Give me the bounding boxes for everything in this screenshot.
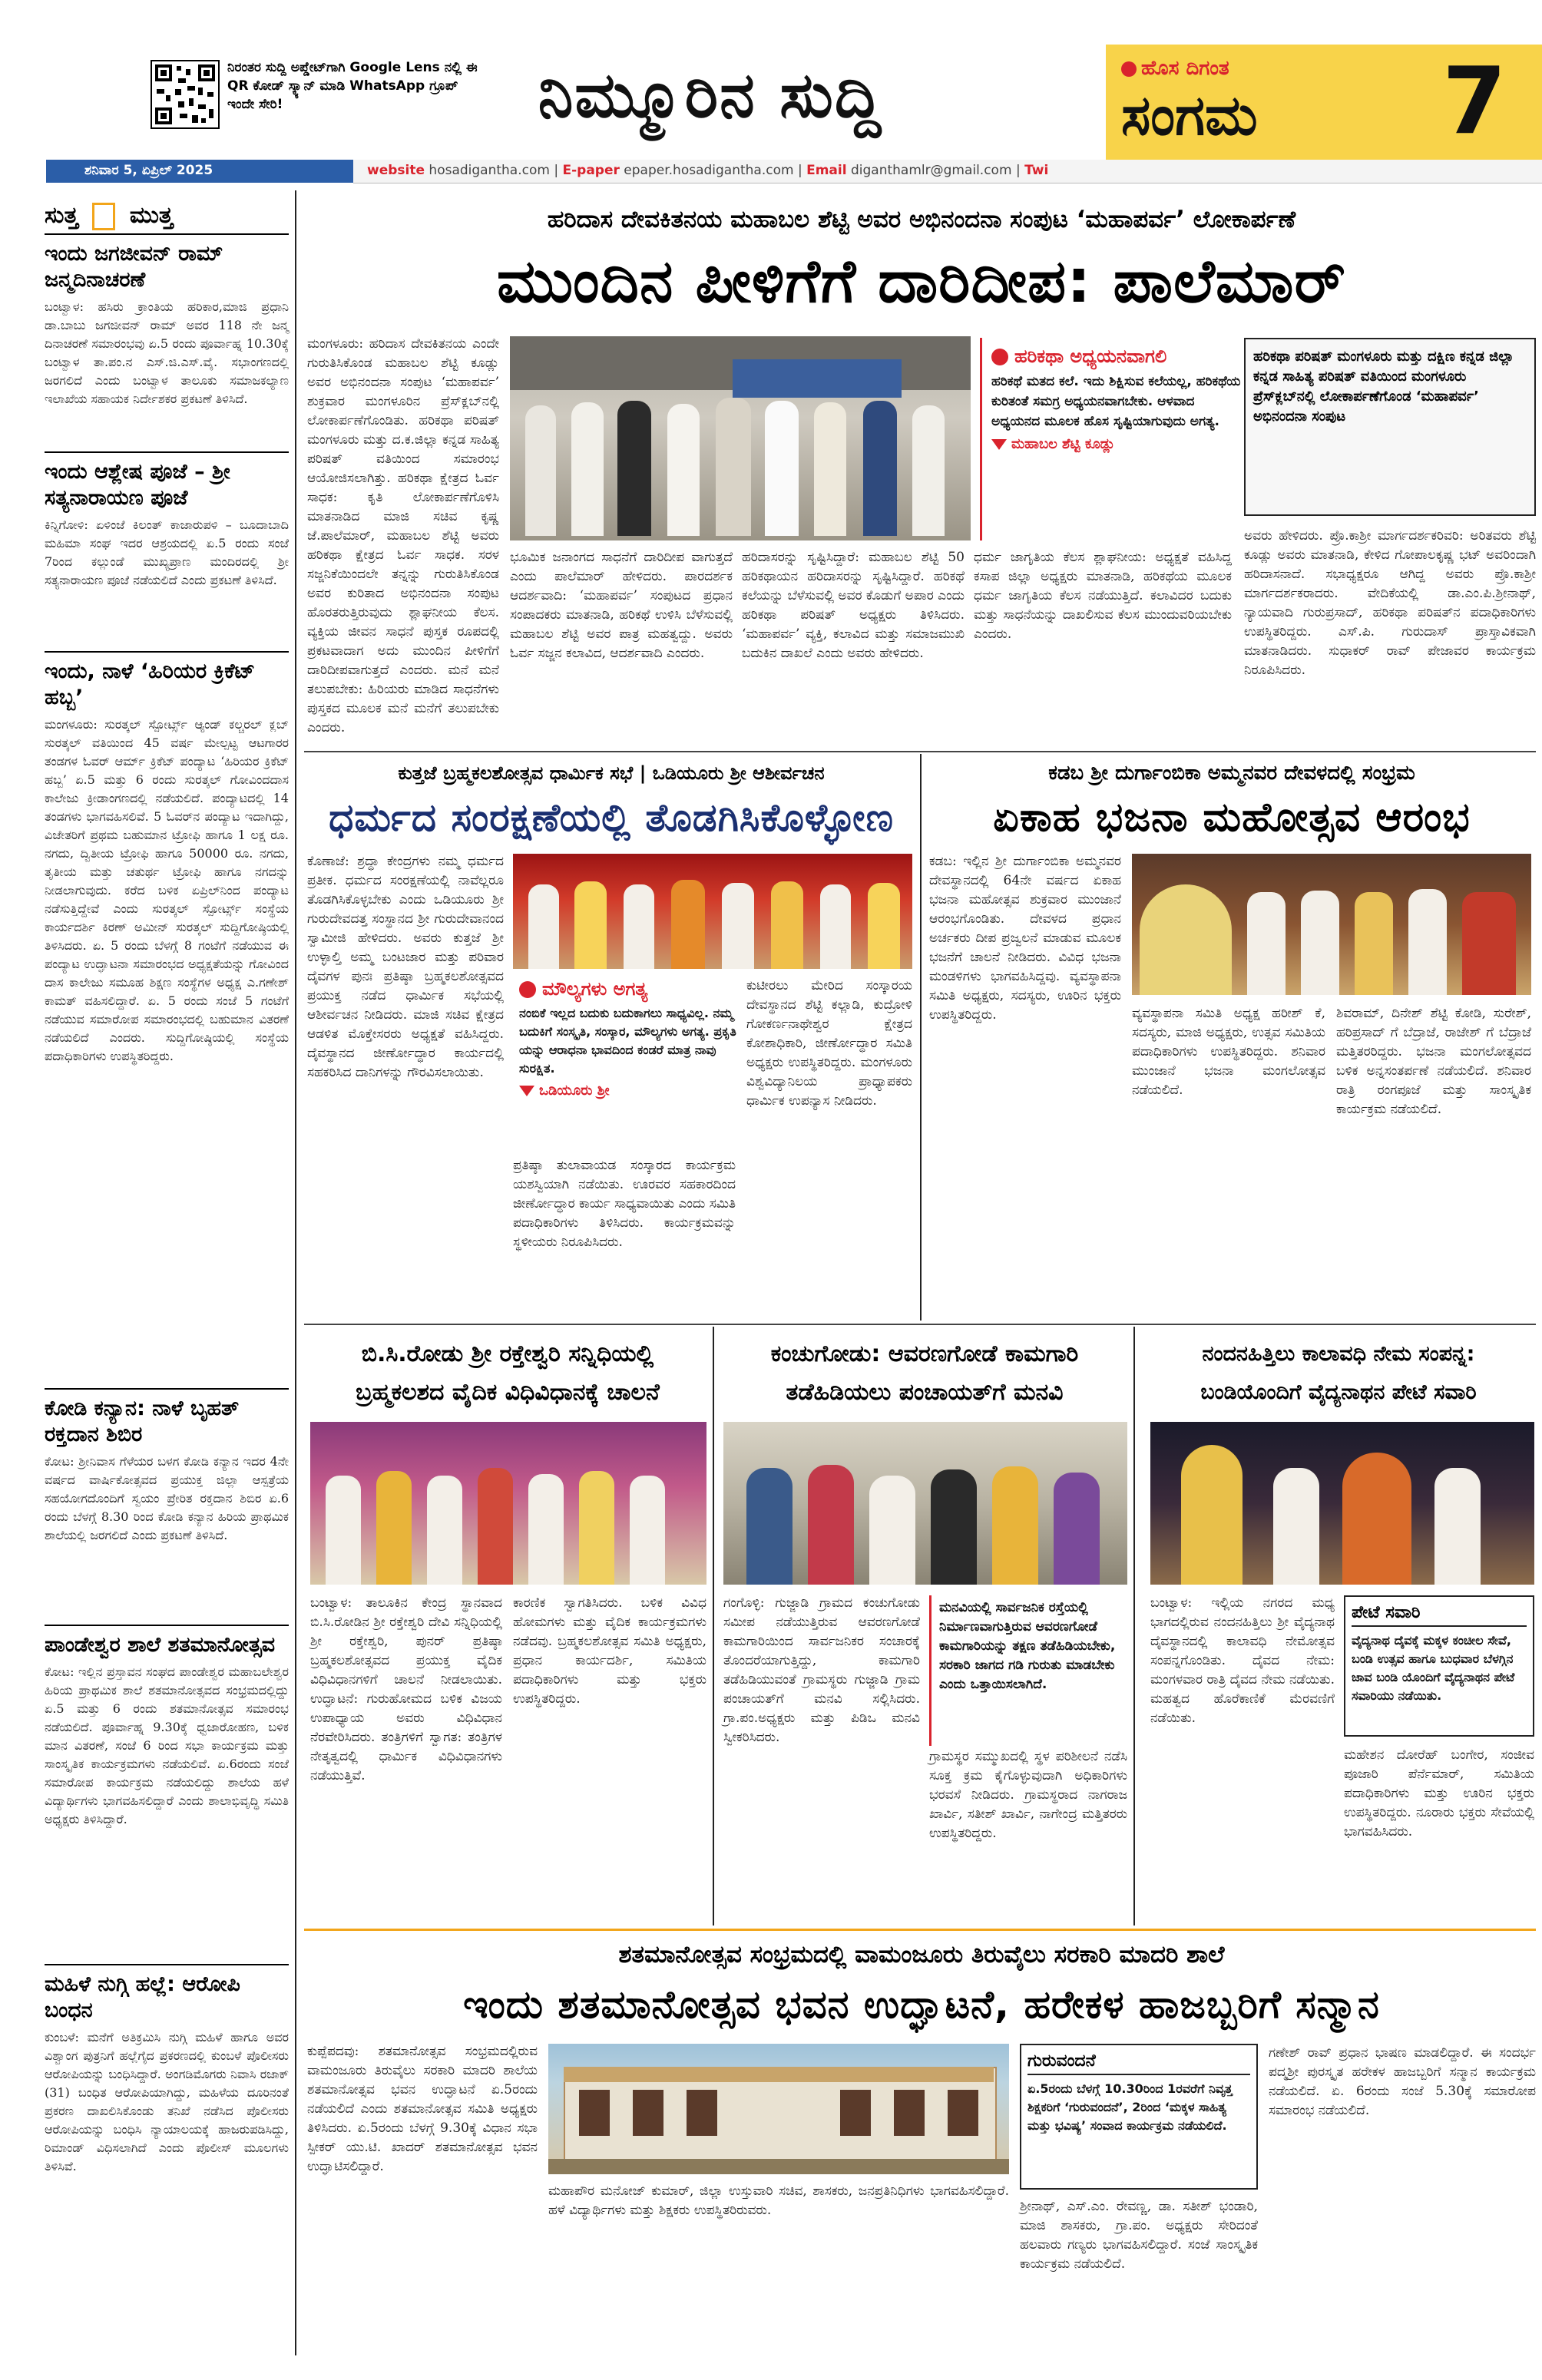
book-icon <box>92 203 115 230</box>
lead-headline: ಮುಂದಿನ ಪೀಳಿಗೆಗೆ ದಾರಿದೀಪ: ಪಾಲೆಮಾರ್ <box>497 247 1346 316</box>
byline-arrow-icon <box>519 1086 534 1096</box>
story4 <box>304 1327 711 1925</box>
divider-lead <box>304 751 1536 752</box>
sidebar-logo-right: ಮುತ್ತ <box>129 202 174 229</box>
story5 <box>717 1327 1132 1925</box>
story2-headline: ಧರ್ಮದ ಸಂರಕ್ಷಣೆಯಲ್ಲಿ ತೊಡಗಿಸಿಕೊಳ್ಳೋಣ <box>329 795 894 840</box>
twitter-label[interactable]: Twi <box>1024 163 1049 178</box>
story3-headline: ಏಕಾಹ ಭಜನಾ ಮಹೋತ್ಸವ ಆರಂಭ <box>993 795 1471 841</box>
sidebar-text-4: ಕೋಟ: ಶ್ರೀನಿವಾಸ ಗೆಳೆಯರ ಬಳಗ ಕೋಡಿ ಕನ್ಯಾನ ಇದರ 4ನೇ ವರ್ಷದ ವಾರ್ಷಿಕೋತ್ಸವದ ಪ್ರಯುಕ್ತ ಜಿಲ್ಲಾ ಆಸ್ಪತ್ರೆಯ ಸಹಯೋಗದೊಂದಿಗೆ ಸ್ವಯಂ ಪ್ರೇರಿತ ರಕ್ತದಾನ ಶಿಬಿರ ಏ.6 ರಂದು ಬೆಳಗ್ಗೆ 8.30 ರಿಂದ ಕೋಡಿ ಕನ್ಯಾನ ಹಿರಿಯ ಪ್ರಾಥಮಿಕ ಶಾಲೆಯಲ್ಲಿ ಜರಗಲಿದೆ ಎಂದು ಪ್ರಕಟಣೆ ತಿಳಿಸಿದೆ. <box>45 1454 289 1542</box>
story4-col-2: ಕಾರಣಿಕ ಸ್ವಾಗತಿಸಿದರು. ಬಳಿಕ ವಿವಿಧ ಹೋಮಗಳು ಮತ್ತು ವೈದಿಕ ಕಾರ್ಯಕ್ರಮಗಳು ನಡೆದವು. ಬ್ರಹ್ಮಕಲಶೋತ್ಸವ ಸಮಿತಿ ಅಧ್ಯಕ್ಷರು, ಪ್ರಧಾನ ಕಾರ್ಯದರ್ಶಿ, ಸಮಿತಿಯ ಪದಾಧಿಕಾರಿಗಳು ಮತ್ತು ಭಕ್ತರು ಉಪಸ್ಥಿತರಿದ್ದರು. <box>513 1595 706 1707</box>
website-link[interactable]: hosadigantha.com <box>429 163 550 178</box>
sidebar-logo <box>45 198 289 235</box>
brand-logo-icon <box>1121 61 1137 77</box>
sidebar-text-5: ಕೋಟ: ಇಲ್ಲಿನ ಪ್ರಸ್ತಾವನ ಸಂಘದ ಪಾಂಡೇಶ್ವರ ಮಹಾಬಲೇಶ್ವರ ಹಿರಿಯ ಪ್ರಾಥಮಿಕ ಶಾಲೆ ಶತಮಾನೋತ್ಸವದ ಸಂಭ್ರಮದಲ್ಲಿದ್ದು ಏ.5 ಮತ್ತು 6 ರಂದು ಶತಮಾನೋತ್ಸವ ಸಮಾರಂಭ ನಡೆಯಲಿದೆ. ಪೂರ್ವಾಹ್ನ 9.30ಕ್ಕೆ ಧ್ವಜಾರೋಹಣ, ಬಳಿಕ ಮಾನ ವಿತರಣೆ, ಸಂಜೆ 6 ರಿಂದ ಸಭಾ ಕಾರ್ಯಕ್ರಮ ಮತ್ತು ಸಾಂಸ್ಕೃತಿಕ ಕಾರ್ಯಕ್ರಮಗಳು ನಡೆಯಲಿವೆ. ಏ.6ರಂದು ಸಂಜೆ ಸಮಾರೋಪ ಕಾರ್ಯಕ್ರಮ ನಡೆಯಲಿದ್ದು ಶಾಲೆಯ ಹಳೆ ವಿದ್ಯಾರ್ಥಿಗಳು ಭಾಗವಹಿಸಲಿದ್ದಾರೆ ಎಂದು ಶಾಲಾಭಿವೃದ್ಧಿ ಸಮಿತಿ ಅಧ್ಯಕ್ಷರು ತಿಳಿಸಿದ್ದಾರೆ. <box>45 1664 289 1826</box>
story3-col-2: ವ್ಯವಸ್ಥಾಪನಾ ಸಮಿತಿ ಅಧ್ಯಕ್ಷ ಹರೀಶ್ ಕೆ, ಸದಸ್ಯರು, ಮಾಜಿ ಅಧ್ಯಕ್ಷರು, ಉತ್ಸವ ಸಮಿತಿಯ ಪದಾಧಿಕಾರಿಗಳು ಉಪಸ್ಥಿತರಿದ್ದರು. ಶನಿವಾರ ಮುಂಜಾನೆ ಭಜನಾ ಮಂಗಲೋತ್ಸವ ನಡೆಯಲಿದೆ. <box>1132 1006 1325 1098</box>
bottom-col-3: ಶ್ರೀನಾಥ್, ಎಸ್.ಎಂ. ರೇವಣ್ಣ, ಡಾ. ಸತೀಶ್ ಭಂಡಾರಿ, ಮಾಜಿ ಶಾಸಕರು, ಗ್ರಾ.ಪಂ. ಅಧ್ಯಕ್ಷರು ಸೇರಿದಂತೆ ಹಲವಾರು ಗಣ್ಯರು ಭಾಗವಹಿಸಲಿದ್ದಾರೆ. ಸಂಜೆ ಸಾಂಸ್ಕೃತಿಕ ಕಾರ್ಯಕ್ರಮ ನಡೆಯಲಿದೆ. <box>1020 2199 1258 2272</box>
lead-col-1: ಮಂಗಳೂರು: ಹರಿದಾಸ ದೇವಕಿತನಯ ಎಂದೇ ಗುರುತಿಸಿಕೊಂಡ ಮಹಾಬಲ ಶೆಟ್ಟಿ ಕೂಡ್ಲು ಅವರ ಅಭಿನಂದನಾ ಸಂಪುಟ ‘ಮಹಾಪರ್ವ’ ಶುಕ್ರವಾರ ಮಂಗಳೂರಿನ ಪ್ರೆಸ್‌ಕ್ಲಬ್‌ನಲ್ಲಿ ಲೋಕಾರ್ಪಣೆಗೊಂಡಿತು. ಹರಿಕಥಾ ಪರಿಷತ್ ಮಂಗಳೂರು ಮತ್ತು ದ.ಕ.ಜಿಲ್ಲಾ ಕನ್ನಡ ಸಾಹಿತ್ಯ ಪರಿಷತ್ ವತಿಯಿಂದ ಸಮಾರಂಭ ಆಯೋಜಿಸಲಾಗಿತ್ತು. ಹರಿಕಥಾ ಕ್ಷೇತ್ರದ ಓರ್ವ ಸಾಧಕ: ಕೃತಿ ಲೋಕಾರ್ಪಣೆಗೊಳಿಸಿ ಮಾತನಾಡಿದ ಮಾಜಿ ಸಚಿವ ಕೃಷ್ಣ ಜೆ.ಪಾಲೆಮಾರ್, ಮಹಾಬಲ ಶೆಟ್ಟಿ ಅವರು ಹರಿಕಥಾ ಕ್ಷೇತ್ರದ ಓರ್ವ ಸಾಧಕ. ಸರಳ ಸಜ್ಜನಿಕೆಯಿಂದಲೇ ತನ್ನನ್ನು ಗುರುತಿಸಿಕೊಂಡ ಅವರ ಕುರಿತಾದ ಅಭಿನಂದನಾ ಸಂಪುಟ ಹೊರತರುತ್ತಿರುವುದು ಶ್ಲಾಘನೀಯ ಕೆಲಸ. ವ್ಯಕ್ತಿಯ ಜೀವನ ಸಾಧನೆ ಪುಸ್ತಕ ರೂಪದಲ್ಲಿ ಪ್ರಕಟವಾದಾಗ ಅದು ಮುಂದಿನ ಪೀಳಿಗೆಗೆ ದಾರಿದೀಪವಾಗುತ್ತದೆ ಎಂದರು. ಮನೆ ಮನೆ ತಲುಪಬೇಕು: ಹಿರಿಯರು ಮಾಡಿದ ಸಾಧನೆಗಳು ಪುಸ್ತಕದ ಮೂಲಕ ಮನೆ ಮನೆಗೆ ತಲುಪಬೇಕು ಎಂದರು. <box>307 336 499 735</box>
qr-code[interactable] <box>151 60 220 129</box>
quote-icon <box>991 349 1008 365</box>
story5-col-1: ಗಂಗೊಳ್ಳಿ: ಗುಜ್ಜಾಡಿ ಗ್ರಾಮದ ಕಂಚುಗೋಡು ಸಮೀಪ ನಡೆಯುತ್ತಿರುವ ಆವರಣಗೋಡೆ ಕಾಮಗಾರಿಯಿಂದ ಸಾರ್ವಜನಿಕರ ಸಂಚಾರಕ್ಕೆ ತೊಂದರೆಯಾಗುತ್ತಿದ್ದು, ಕಾಮಗಾರಿ ತಡೆಹಿಡಿಯುವಂತೆ ಗ್ರಾಮಸ್ಥರು ಗುಜ್ಜಾಡಿ ಗ್ರಾಮ ಪಂಚಾಯತ್‌ಗೆ ಮನವಿ ಸಲ್ಲಿಸಿದರು. ಗ್ರಾ.ಪಂ.ಅಧ್ಯಕ್ಷರು ಮತ್ತು ಪಿಡಿಒ ಮನವಿ ಸ್ವೀಕರಿಸಿದರು. <box>723 1595 920 1745</box>
section-title: ನಿಮ್ಮೂರಿನ ಸುದ್ದಿ <box>538 59 883 132</box>
bottom-headline: ಇಂದು ಶತಮಾನೋತ್ಸವ ಭವನ ಉದ್ಘಾಟನೆ, ಹರೇಕಳ ಹಾಜಬ್ಬರಿಗೆ ಸನ್ಮಾನ <box>463 1982 1380 2027</box>
lead-callout-title: ಹರಿಕಥಾ ಅಧ್ಯಯನವಾಗಲಿ <box>1014 345 1167 367</box>
sidebar <box>45 198 289 2363</box>
sidebar-text-6: ಕುಂಬಳೆ: ಮನೆಗೆ ಅತಿಕ್ರಮಿಸಿ ನುಗ್ಗಿ ಮಹಿಳೆ ಹಾಗೂ ಅವರ ವಿಶ್ವಾಂಗ ಪುತ್ರನಿಗೆ ಹಲ್ಲೆಗೈದ ಪ್ರಕರಣದಲ್ಲಿ ಕುಂಬಳೆ ಪೊಲೀಸರು ಆರೋಪಿಯನ್ನು ಬಂಧಿಸಿದ್ದಾರೆ. ಅಂಗಡಿಮೊಗರು ನಿವಾಸಿ ರಜಾಕ್ (31) ಬಂಧಿತ ಆರೋಪಿಯಾಗಿದ್ದು, ಮಹಿಳೆಯ ದೂರಿನಂತೆ ಪ್ರಕರಣ ದಾಖಲಿಸಿಕೊಂಡು ತನಿಖೆ ನಡೆಸಿದ ಪೊಲೀಸರು ಆರೋಪಿಯನ್ನು ಬಂಧಿಸಿ ನ್ಯಾಯಾಲಯಕ್ಕೆ ಹಾಜರುಪಡಿಸಿದ್ದು, ರಿಮಾಂಡ್ ವಿಧಿಸಲಾಗಿದೆ ಎಂದು ಪೊಲೀಸ್ ಮೂಲಗಳು ತಿಳಿಸಿವೆ. <box>45 2030 289 2173</box>
story3-col-3: ಶಿವರಾಮ್, ದಿನೇಶ್ ಶೆಟ್ಟಿ ಕೋಡಿ, ಸುರೇಶ್, ಹರಿಪ್ರಸಾದ್ ಗೆ ಬೆದ್ರಾಜೆ, ರಾಜೇಶ್ ಗೆ ಬೆದ್ರಾಜೆ ಮತ್ತಿತರರಿದ್ದರು. ಭಜನಾ ಮಂಗಲೋತ್ಸವದ ಬಳಿಕ ಅನ್ನಸಂತರ್ಪಣೆ ನಡೆಯಲಿದೆ. ಶನಿವಾರ ರಾತ್ರಿ ರಂಗಪೂಜೆ ಮತ್ತು ಸಾಂಸ್ಕೃತಿಕ ಕಾರ್ಯಕ್ರಮ ನಡೆಯಲಿದೆ. <box>1336 1006 1531 1117</box>
brand-panel <box>1106 45 1542 160</box>
story2-photo <box>513 854 912 969</box>
sidebar-head-4: ಕೋಡಿ ಕನ್ಯಾನ: ನಾಳೆ ಬೃಹತ್ ರಕ್ತದಾನ ಶಿಬಿರ <box>45 1397 240 1446</box>
sidebar-divider <box>295 190 296 2355</box>
lead-kicker: ಹರಿದಾಸ ದೇವಕಿತನಯ ಮಹಾಬಲ ಶೆಟ್ಟಿ ಅವರ ಅಭಿನಂದನಾ ಸಂಪುಟ ‘ಮಹಾಪರ್ವ’ ಲೋಕಾರ್ಪಣೆ <box>547 206 1296 233</box>
story3 <box>925 754 1539 1322</box>
lead-callout <box>980 338 1252 540</box>
bottom-headline-top: ಶತಮಾನೋತ್ಸವ ಸಂಭ್ರಮದಲ್ಲಿ ವಾಮಂಜೂರು ತಿರುವೈಲು ಸರಕಾರಿ ಮಾದರಿ ಶಾಲೆ <box>618 1941 1225 1968</box>
sidebar-head-6: ಮಹಿಳೆ ನುಗ್ಗಿ ಹಲ್ಲೆ: ಆರೋಪಿ ಬಂಧನ <box>45 1972 240 2022</box>
story3-headline-top: ಕಡಬ ಶ್ರೀ ದುರ್ಗಾಂಬಿಕಾ ಅಮ್ಮನವರ ದೇವಳದಲ್ಲಿ ಸಂಭ್ರಮ <box>1048 762 1415 785</box>
story2-callout-by: ಒಡಿಯೂರು ಶ್ರೀ <box>539 1083 610 1099</box>
bottom-col-4: ಗಣೇಶ್ ರಾವ್ ಪ್ರಧಾನ ಭಾಷಣ ಮಾಡಲಿದ್ದಾರೆ. ಈ ಸಂದರ್ಭ ಪದ್ಮಶ್ರೀ ಪುರಸ್ಕೃತ ಹರೇಕಳ ಹಾಜಬ್ಬರಿಗೆ ಸನ್ಮಾನ ಕಾರ್ಯಕ್ರಮ ನಡೆಯಲಿದೆ. ಏ. 6ರಂದು ಸಂಜೆ 5.30ಕ್ಕೆ ಸಮಾರೋಪ ಸಮಾರಂಭ ನಡೆಯಲಿದೆ. <box>1269 2045 1536 2118</box>
story6 <box>1138 1327 1539 1925</box>
lead-callout-by: ಮಹಾಬಲ ಶೆಟ್ಟಿ ಕೂಡ್ಲು <box>1011 436 1115 452</box>
story4-divider <box>713 1327 714 1925</box>
story5-callout-text: ಮನವಿಯಲ್ಲಿ ಸಾರ್ವಜನಿಕ ರಸ್ತೆಯಲ್ಲಿ ನಿರ್ಮಾಣವಾಗುತ್ತಿರುವ ಆವರಣಗೋಡೆ ಕಾಮಗಾರಿಯನ್ನು ತಕ್ಷಣ ತಡೆಹಿಡಿಯಬೇಕು, ಸರಕಾರಿ ಜಾಗದ ಗಡಿ ಗುರುತು ಮಾಡಬೇಕು ಎಂದು ಒತ್ತಾಯಿಸಲಾಗಿದೆ. <box>939 1600 1116 1692</box>
story2-col-3: ಪ್ರತಿಷ್ಠಾ ತುಲಾವಾಯಡ ಸಂಸ್ಕಾರದ ಕಾರ್ಯಕ್ರಮ ಯಶಸ್ವಿಯಾಗಿ ನಡೆಯಿತು. ಊರವರ ಸಹಕಾರದಿಂದ ಜೀರ್ಣೋದ್ಧಾರ ಕಾರ್ಯ ಸಾಧ್ಯವಾಯಿತು ಎಂದು ಸಮಿತಿ ಪದಾಧಿಕಾರಿಗಳು ತಿಳಿಸಿದರು. ಕಾರ್ಯಕ್ರಮವನ್ನು ಸ್ಥಳೀಯರು ನಿರೂಪಿಸಿದರು. <box>513 1158 736 1250</box>
story6-headline: ಬಂಡಿಯೊಂದಿಗೆ ವೈದ್ಯನಾಥನ ಪೇಟೆ ಸವಾರಿ <box>1200 1380 1477 1404</box>
email-link[interactable]: diganthamlr@gmail.com <box>850 163 1012 178</box>
story2-callout <box>513 973 748 1159</box>
website-label: website <box>367 163 425 178</box>
sidebar-head-5: ಪಾಂಡೇಶ್ವರ ಶಾಲೆ ಶತಮಾನೋತ್ಸವ <box>45 1633 276 1657</box>
lead-col-3: ಹರಿದಾಸರನ್ನು ಸೃಷ್ಟಿಸಿದ್ದಾರೆ: ಮಹಾಬಲ ಶೆಟ್ಟಿ 50 ಹರಿಕಥಾಯನ ಹರಿದಾಸರನ್ನು ಸೃಷ್ಟಿಸಿದ್ದಾರೆ. ಹರಿಕಥೆ ಕಲೆಯನ್ನು ಬೆಳೆಸುವಲ್ಲಿ ಅವರ ಕೊಡುಗೆ ಅಪಾರ ಎಂದು ಹರಿಕಥಾ ಪರಿಷತ್ ಅಧ್ಯಕ್ಷರು ತಿಳಿಸಿದರು. ‘ಮಹಾಪರ್ವ’ ವ್ಯಕ್ತಿ, ಕಲಾವಿದ ಮತ್ತು ಸಮಾಜಮುಖಿ ಬದುಕಿನ ದಾಖಲೆ ಎಂದು ಅವರು ಹೇಳಿದರು. <box>742 550 965 661</box>
divider-bottom <box>304 1929 1536 1931</box>
sidebar-head-3: ಇಂದು, ನಾಳೆ ‘ಹಿರಿಯರ ಕ್ರಿಕೆಟ್ ಹಬ್ಬ’ <box>45 659 255 709</box>
bottom-col-2: ಮಹಾಪೌರ ಮನೋಜ್ ಕುಮಾರ್, ಜಿಲ್ಲಾ ಉಸ್ತುವಾರಿ ಸಚಿವ, ಶಾಸಕರು, ಜನಪ್ರತಿನಿಧಿಗಳು ಭಾಗವಹಿಸಲಿದ್ದಾರೆ. ಹಳೆ ವಿದ್ಯಾರ್ಥಿಗಳು ಮತ್ತು ಶಿಕ್ಷಕರು ಉಪಸ್ಥಿತರಿರುವರು. <box>548 2183 1009 2218</box>
masthead <box>0 0 1542 178</box>
story5-callout <box>929 1595 1125 1746</box>
story2-col-2: ಕುಟೀರಲು ಮೇರಿದ ಸಂಸ್ಕಾರಯ ದೇವಸ್ಥಾನದ ಶೆಟ್ಟಿ ಕಲ್ಲಾಡಿ, ಕುದ್ರೋಳಿ ಗೋಕರ್ಣನಾಥೇಶ್ವರ ಕ್ಷೇತ್ರದ ಕೋಶಾಧಿಕಾರಿ, ಜೀರ್ಣೋದ್ಧಾರ ಸಮಿತಿ ಅಧ್ಯಕ್ಷರು ಉಪಸ್ಥಿತರಿದ್ದರು. ಮಂಗಳೂರು ವಿಶ್ವವಿದ್ಯಾನಿಲಯ ಪ್ರಾಧ್ಯಾಪಕರು ಧಾರ್ಮಿಕ ಉಪನ್ಯಾಸ ನೀಡಿದರು. <box>746 978 912 1109</box>
lead-callout-text: ಹರಿಕಥೆ ಮತದ ಕಲೆ. ಇದು ಶಿಕ್ಷಿಸುವ ಕಲೆಯಲ್ಲ, ಹರಿಕಥೆಯ ಕುರಿತಂತೆ ಸಮಗ್ರ ಅಧ್ಯಯನವಾಗಬೇಕು. ಆಳವಾದ ಅಧ್ಯಯನದ ಮೂಲಕ ಹೊಸ ಸೃಷ್ಟಿಯಾಗುವುದು ಅಗತ್ಯ. <box>991 374 1241 429</box>
lead-caption-box <box>1244 338 1536 516</box>
lead-col-2: ಭೂಮಿಕ ಜನಾಂಗದ ಸಾಧನೆಗೆ ದಾರಿದೀಪ ವಾಗುತ್ತದೆ ಎಂದು ಪಾಲೆಮಾರ್ ಹೇಳಿದರು. ಪಾರದರ್ಶಕ ಆದರ್ಶವಾದಿ: ‘ಮಹಾಪರ್ವ’ ಸಂಪುಟದ ಪ್ರಧಾನ ಸಂಪಾದಕರು ಮಾತನಾಡಿ, ಹರಿಕಥೆ ಉಳಿಸಿ ಬೆಳೆಸುವಲ್ಲಿ ಮಹಾಬಲ ಶೆಟ್ಟಿ ಅವರ ಪಾತ್ರ ಮಹತ್ವದ್ದು. ಅವರು ಓರ್ವ ಸಜ್ಜನ ಕಲಾವಿದ, ಆದರ್ಶವಾದಿ ಎಂದರು. <box>510 550 733 661</box>
sidebar-head-2: ಇಂದು ಆಶ್ಲೇಷ ಪೂಜೆ – ಶ್ರೀ ಸತ್ಯನಾರಾಯಣ ಪೂಜೆ <box>45 460 230 510</box>
epaper-link[interactable]: epaper.hosadigantha.com <box>624 163 794 178</box>
story4-photo <box>310 1422 706 1585</box>
story6-photo <box>1150 1422 1534 1585</box>
bottom-callout-title: ಗುರುವಂದನೆ <box>1027 2051 1250 2075</box>
brand-big: ಸಂಗಮ <box>1121 83 1258 147</box>
bottom-callout-text: ಏ.5ರಂದು ಬೆಳಗ್ಗೆ 10.30ರಿಂದ 1ರವರೆಗೆ ನಿವೃತ್ತ ಶಿಕ್ಷಕರಿಗೆ ‘ಗುರುವಂದನೆ’, 2ರಿಂದ ‘ಮಕ್ಕಳ ಸಾಹಿತ್ಯ ಮತ್ತು ಭವಿಷ್ಯ’ ಸಂವಾದ ಕಾರ್ಯಕ್ರಮ ನಡೆಯಲಿದೆ. <box>1027 2081 1233 2133</box>
epaper-label: E-paper <box>562 163 620 178</box>
story2-kicker: ಕುತ್ತಜೆ ಬ್ರಹ್ಮಕಲಶೋತ್ಸವ ಧಾರ್ಮಿಕ ಸಭೆ | ಒಡಿಯೂರು ಶ್ರೀ ಆಶೀರ್ವಚನ <box>398 762 825 784</box>
story5-headline-top: ಕಂಚುಗೋಡು: ಆವರಣಗೋಡೆ ಕಾಮಗಾರಿ <box>770 1340 1079 1367</box>
page-number: 7 <box>1442 48 1507 155</box>
story4-headline-top: ಬಿ.ಸಿ.ರೋಡು ಶ್ರೀ ರಕ್ತೇಶ್ವರಿ ಸನ್ನಿಧಿಯಲ್ಲಿ <box>361 1340 654 1367</box>
quote-icon <box>519 981 536 998</box>
story6-headline-top: ನಂದನಹಿತ್ತಿಲು ಕಾಲಾವಧಿ ನೇಮ ಸಂಪನ್ನ: <box>1202 1342 1475 1366</box>
bottom-callout <box>1020 2044 1258 2190</box>
story2-callout-title: ಮೌಲ್ಯಗಳು ಅಗತ್ಯ <box>542 978 648 1000</box>
bottom-photo <box>548 2044 1009 2174</box>
byline-arrow-icon <box>991 439 1007 450</box>
lead-col-5: ಅವರು ಹೇಳಿದರು. ಪ್ರೊ.ಕಾಶ್ರೀ ಮಾರ್ಗದರ್ಶಕರಿವರಿ: ಅರಿತವರು ಶೆಟ್ಟಿ ಕೂಡ್ಲು ಅವರು ಮಾತನಾಡಿ, ಕೇಳಿದ ಗೋಪಾಲಕೃಷ್ಣ ಭಟ್ ಅವರಿಂದಾಗಿ ಹರಿದಾಸನಾದೆ. ಸಭಾಧ್ಯಕ್ಷರೂ ಆಗಿದ್ದ ಅವರು ಪ್ರೊ.ಕಾಶ್ರೀ ಮಾರ್ಗದರ್ಶಕರಾದರು. ವೇದಿಕೆಯಲ್ಲಿ ಡಾ.ಎಂ.ಪಿ.ಶ್ರೀನಾಥ್, ನ್ಯಾಯವಾದಿ ಗುರುಪ್ರಸಾದ್, ಹರಿಕಥಾ ಪರಿಷತ್‌ನ ಪದಾಧಿಕಾರಿಗಳು ಉಪಸ್ಥಿತರಿದ್ದರು. ಎಸ್.ಪಿ. ಗುರುದಾಸ್ ಪ್ರಾಸ್ತಾವಿಕವಾಗಿ ಮಾತನಾಡಿದರು. ಸುಧಾಕರ್ ರಾವ್ ಪೇಜಾವರ ಕಾರ್ಯಕ್ರಮ ನಿರೂಪಿಸಿದರು. <box>1244 528 1536 678</box>
story6-callout-title: ಪೇಟೆ ಸವಾರಿ <box>1352 1603 1527 1627</box>
sidebar-text-1: ಬಂಟ್ವಾಳ: ಹಸಿರು ಕ್ರಾಂತಿಯ ಹರಿಕಾರ,ಮಾಜಿ ಪ್ರಧಾನಿ ಡಾ.ಬಾಬು ಜಗಜೀವನ್ ರಾಮ್ ಅವರ 118 ನೇ ಜನ್ಮ ದಿನಾಚರಣೆ ಸಮಾರಂಭವು ಏ.5 ರಂದು ಪೂರ್ವಾಹ್ನ 10.30ಕ್ಕೆ ಬಂಟ್ವಾಳ ತಾ.ಪಂ.ನ ಎಸ್.ಜಿ.ಎಸ್.ವೈ. ಸಭಾಂಗಣದಲ್ಲಿ ಜರಗಲಿದೆ ಎಂದು ಬಂಟ್ವಾಳ ತಾಲೂಕು ಸಮಾಜಕಲ್ಯಾಣ ಇಲಾಖೆಯ ಸಹಾಯಕ ನಿರ್ದೇಶಕರ ಪ್ರಕಟಣೆ ತಿಳಿಸಿದೆ. <box>45 299 289 406</box>
sidebar-logo-left: ಸುತ್ತ <box>45 202 78 229</box>
sidebar-text-2: ಕಿನ್ನಿಗೋಳಿ: ಏಳಿಂಜೆ ಕಿಲಂತ್ ಕಾಜಾರುಪಳಿ – ಬೂದಾಬಾದಿ ಮಹಿಮಾ ಸಂಘ ಇದರ ಆಶ್ರಯದಲ್ಲಿ ಏ.5 ರಂದು ಸಂಜೆ 7ರಿಂದ ಕಲ್ಲುಂಡೆ ಮುಖ್ಯಪ್ರಾಣ ಮಂದಿರದಲ್ಲಿ ಶ್ರೀ ಸತ್ಯನಾರಾಯಣ ಪೂಜೆ ನಡೆಯಲಿದೆ ಎಂದು ಪ್ರಕಟಣೆ ತಿಳಿಸಿದೆ. <box>45 517 289 587</box>
qr-caption: ನಿರಂತರ ಸುದ್ದಿ ಅಪ್ಡೇಟ್‌ಗಾಗಿ Google Lens ನಲ್ಲಿ ಈ QR ಕೋಡ್ ಸ್ಕ್ಯಾನ್ ಮಾಡಿ WhatsApp ಗ್ರೂಪ್ ಇಂದೇ ಸೇರಿ! <box>227 60 478 112</box>
sidebar-text-3: ಮಂಗಳೂರು: ಸುರತ್ಕಲ್ ಸ್ಪೋರ್ಟ್ಸ್ ಆ್ಯಂಡ್ ಕಲ್ಚರಲ್ ಕ್ಲಬ್ ಸುರತ್ಕಲ್ ವತಿಯಿಂದ 45 ವರ್ಷ ಮೇಲ್ಪಟ್ಟ ಆಟಗಾರರ ತಂಡಗಳ ಓವರ್ ಆರ್ಮ್ ಕ್ರಿಕೆಟ್ ಪಂದ್ಯಾಟ ‘ಹಿರಿಯರ ಕ್ರಿಕೆಟ್ ಹಬ್ಬ’ ಏ.5 ಮತ್ತು 6 ರಂದು ಸುರತ್ಕಲ್ ಗೋವಿಂದದಾಸ ಕಾಲೇಜು ಕ್ರೀಡಾಂಗಣದಲ್ಲಿ ನಡೆಯಲಿದೆ. ಪಂದ್ಯಾಟದಲ್ಲಿ 14 ತಂಡಗಳು ಭಾಗವಹಿಸಲಿವೆ. 5 ಓವರ್‌ನ ಪಂದ್ಯಾಟ ಇದಾಗಿದ್ದು, ವಿಜೇತರಿಗೆ ಪ್ರಥಮ ಬಹುಮಾನ ಟ್ರೋಫಿ ಹಾಗೂ 1 ಲಕ್ಷ ರೂ. ನಗದು, ದ್ವಿತೀಯ ಟ್ರೋಫಿ ಹಾಗೂ 50000 ರೂ. ನಗದು, ತೃತೀಯ ಮತ್ತು ಚತುರ್ಥ ಟ್ರೋಫಿ ಹಾಗೂ ನಗದನ್ನು ನೀಡಲಾಗುವುದು. ಕರೆದ ಬಳಿಕ ಏಪ್ರಿಲ್‌ನಿಂದ ಪಂದ್ಯಾಟ ನಡೆಸುತ್ತಿದ್ದೇವೆ ಎಂದು ಸುರತ್ಕಲ್ ಸ್ಪೋರ್ಟ್ಸ್ ಸಂಸ್ಥೆಯ ಕಾರ್ಯದರ್ಶಿ ಕಿರಣ್ ಅಮೀನ್ ಸುರತ್ಕಲ್ ಸುದ್ದಿಗೋಷ್ಠಿಯಲ್ಲಿ ತಿಳಿಸಿದರು. ಏ. 5 ರಂದು ಬೆಳಗ್ಗೆ 8 ಗಂಟೆಗೆ ನಡೆಯುವ ಈ ಪಂದ್ಯಾಟ ಉದ್ಘಾಟನಾ ಸಮಾರಂಭದ ಅಧ್ಯಕ್ಷತೆಯನ್ನು ಗೋವಿಂದ ದಾಸ ಕಾಲೇಜು ಸಮೂಹ ಶಿಕ್ಷಣ ಸಂಸ್ಥೆಗಳ ಅಧ್ಯಕ್ಷ ಎ.ಗಣೇಶ್ ಕಾಮತ್ ವಹಿಸಲಿದ್ದಾರೆ. ಏ. 5 ರಂದು ಸಂಜೆ 5 ಗಂಟೆಗೆ ನಡೆಯುವ ಸಮಾರೋಪ ಸಮಾರಂಭದಲ್ಲಿ ಬಹುಮಾನ ವಿತರಣೆ ನಡೆಯಲಿದೆ ಎಂದರು. ಸುದ್ದಿಗೋಷ್ಠಿಯಲ್ಲಿ ಸಂಸ್ಥೆಯ ಪದಾಧಿಕಾರಿಗಳು ಉಪಸ್ಥಿತರಿದ್ದರು. <box>45 717 289 1063</box>
issue-date: ಶನಿವಾರ 5, ಏಪ್ರಿಲ್ 2025 <box>84 163 213 178</box>
story5-photo <box>723 1422 1127 1585</box>
story3-photo <box>1132 854 1531 995</box>
story4-col-1: ಬಂಟ್ವಾಳ: ತಾಲೂಕಿನ ಕೇಂದ್ರ ಸ್ಥಾನವಾದ ಬಿ.ಸಿ.ರೋಡಿನ ಶ್ರೀ ರಕ್ತೇಶ್ವರಿ ದೇವಿ ಸನ್ನಿಧಿಯಲ್ಲಿ ಶ್ರೀ ರಕ್ತೇಶ್ವರಿ, ಪುನರ್ ಪ್ರತಿಷ್ಠಾ ಬ್ರಹ್ಮಕಲಶೋತ್ಸವದ ಪ್ರಯುಕ್ತ ವೈದಿಕ ವಿಧಿವಿಧಾನಗಳಿಗೆ ಚಾಲನೆ ನೀಡಲಾಯಿತು. ಉದ್ಘಾಟನೆ: ಗುರುಹೋಮದ ಬಳಿಕ ವಿಜಯ ಉಪಾಧ್ಯಾಯ ಅವರು ವಿಧಿವಿಧಾನ ನೆರವೇರಿಸಿದರು. ತಂತ್ರಿಗಳಿಗೆ ಸ್ವಾಗತ: ತಂತ್ರಿಗಳ ನೇತೃತ್ವದಲ್ಲಿ ಧಾರ್ಮಿಕ ವಿಧಿವಿಧಾನಗಳು ನಡೆಯುತ್ತಿವೆ. <box>310 1595 502 1783</box>
divider-mid <box>304 1324 1536 1325</box>
story3-col-1: ಕಡಬ: ಇಲ್ಲಿನ ಶ್ರೀ ದುರ್ಗಾಂಬಿಕಾ ಅಮ್ಮನವರ ದೇವಸ್ಥಾನದಲ್ಲಿ 64ನೇ ವರ್ಷದ ಏಕಾಹ ಭಜನಾ ಮಹೋತ್ಸವ ಶುಕ್ರವಾರ ಮುಂಜಾನೆ ಆರಂಭಗೊಂಡಿತು. ದೇವಳದ ಪ್ರಧಾನ ಅರ್ಚಕರು ದೀಪ ಪ್ರಜ್ವಲನೆ ಮಾಡುವ ಮೂಲಕ ಭಜನೆಗೆ ಚಾಲನೆ ನೀಡಿದರು. ವಿವಿಧ ಭಜನಾ ಮಂಡಳಿಗಳು ಭಾಗವಹಿಸಿದ್ದವು. ವ್ಯವಸ್ಥಾಪನಾ ಸಮಿತಿ ಅಧ್ಯಕ್ಷರು, ಸದಸ್ಯರು, ಊರಿನ ಭಕ್ತರು ಉಪಸ್ಥಿತರಿದ್ದರು. <box>929 854 1121 1023</box>
story6-col-2: ಮಹೇಶನ ದೋರೆಹ್ ಬಂಗೇರ, ಸಂಜೀವ ಪೂಜಾರಿ ಪೆರ್ನೆಮಾರ್, ಸಮಿತಿಯ ಪದಾಧಿಕಾರಿಗಳು ಮತ್ತು ಊರಿನ ಭಕ್ತರು ಉಪಸ್ಥಿತರಿದ್ದರು. ನೂರಾರು ಭಕ್ತರು ಸೇವೆಯಲ್ಲಿ ಭಾಗವಹಿಸಿದರು. <box>1344 1747 1534 1840</box>
lead-caption: ಹರಿಕಥಾ ಪರಿಷತ್ ಮಂಗಳೂರು ಮತ್ತು ದಕ್ಷಿಣ ಕನ್ನಡ ಜಿಲ್ಲಾ ಕನ್ನಡ ಸಾಹಿತ್ಯ ಪರಿಷತ್ ವತಿಯಿಂದ ಮಂಗಳೂರು ಪ್ರೆಸ್‌ಕ್ಲಬ್‌ನಲ್ಲಿ ಲೋಕಾರ್ಪಣೆಗೊಂಡ ‘ಮಹಾಪರ್ವ’ ಅಭಿನಂದನಾ ಸಂಪುಟ <box>1253 349 1514 425</box>
story4-headline: ಬ್ರಹ್ಮಕಲಶದ ವೈದಿಕ ವಿಧಿವಿಧಾನಕ್ಕೆ ಚಾಲನೆ <box>356 1379 660 1406</box>
story5-divider <box>1133 1327 1135 1925</box>
story2 <box>304 754 918 1322</box>
email-label: Email <box>806 163 847 178</box>
story5-col-2: ಗ್ರಾಮಸ್ಥರ ಸಮ್ಮುಖದಲ್ಲಿ ಸ್ಥಳ ಪರಿಶೀಲನೆ ನಡೆಸಿ ಸೂಕ್ತ ಕ್ರಮ ಕೈಗೊಳ್ಳುವುದಾಗಿ ಅಧಿಕಾರಿಗಳು ಭರವಸೆ ನೀಡಿದರು. ಗ್ರಾಮಸ್ಥರಾದ ನಾಗರಾಜ ಖಾರ್ವಿ, ಸತೀಶ್ ಖಾರ್ವಿ, ನಾಗೇಂದ್ರ ಮತ್ತಿತರರು ಉಪಸ್ಥಿತರಿದ್ದರು. <box>929 1749 1127 1841</box>
story2-callout-text: ನಂಬಿಕೆ ಇಲ್ಲದ ಬದುಕು ಬದುಕಾಗಲು ಸಾಧ್ಯವಿಲ್ಲ. ನಮ್ಮ ಬದುಕಿಗೆ ಸಂಸ್ಕೃತಿ, ಸಂಸ್ಕಾರ, ಮೌಲ್ಯಗಳು ಅಗತ್ಯ. ಪ್ರಕೃತಿ ಯನ್ನು ಆರಾಧನಾ ಭಾವದಿಂದ ಕಂಡರೆ ಮಾತ್ರ ನಾವು ಸುರಕ್ಷಿತ. <box>519 1006 736 1076</box>
brand-small: ಹೊಸ ದಿಗಂತ <box>1141 57 1229 80</box>
story6-callout-text: ವೈದ್ಯನಾಥ ದೈವಕ್ಕೆ ಮಕ್ಕಳ ಕಂಚೀಲ ಸೇವೆ, ಬಂಡಿ ಉತ್ಸವ ಹಾಗೂ ಬುಧವಾರ ಬೆಳಗ್ಗಿನ ಜಾವ ಬಂಡಿ ಯೊಂದಿಗೆ ವೈದ್ಯನಾಥನ ಪೇಟೆ ಸವಾರಿಯು ನಡೆಯಿತು. <box>1352 1633 1515 1703</box>
story5-headline: ತಡೆಹಿಡಿಯಲು ಪಂಚಾಯತ್‌ಗೆ ಮನವಿ <box>786 1379 1064 1406</box>
sidebar-head-1: ಇಂದು ಜಗಜೀವನ್ ರಾಮ್ ಜನ್ಮದಿನಾಚರಣೆ <box>45 242 223 292</box>
lead-photo <box>510 336 971 540</box>
bottom-col-1: ಕುಪ್ಪೆಪದವು: ಶತಮಾನೋತ್ಸವ ಸಂಭ್ರಮದಲ್ಲಿರುವ ವಾಮಂಜೂರು ತಿರುವೈಲು ಸರಕಾರಿ ಮಾದರಿ ಶಾಲೆಯ ಶತಮಾನೋತ್ಸವ ಭವನ ಉದ್ಘಾಟನೆ ಏ.5ರಂದು ನಡೆಯಲಿದೆ ಎಂದು ಶತಮಾನೋತ್ಸವ ಸಮಿತಿ ಅಧ್ಯಕ್ಷರು ತಿಳಿಸಿದರು. ಏ.5ರಂದು ಬೆಳಗ್ಗೆ 9.30ಕ್ಕೆ ವಿಧಾನ ಸಭಾ ಸ್ಪೀಕರ್ ಯು.ಟಿ. ಖಾದರ್ ಶತಮಾನೋತ್ಸವ ಭವನ ಉದ್ಘಾಟಿಸಲಿದ್ದಾರೆ. <box>307 2044 538 2174</box>
story2-col-1: ಕೊಣಾಜೆ: ಶ್ರದ್ಧಾ ಕೇಂದ್ರಗಳು ನಮ್ಮ ಧರ್ಮದ ಪ್ರತೀಕ. ಧರ್ಮದ ಸಂರಕ್ಷಣೆಯಲ್ಲಿ ನಾವೆಲ್ಲರೂ ತೊಡಗಿಸಿಕೊಳ್ಳಬೇಕು ಎಂದು ಒಡಿಯೂರು ಶ್ರೀ ಗುರುದೇವದತ್ತ ಸಂಸ್ಥಾನದ ಶ್ರೀ ಗುರುದೇವಾನಂದ ಸ್ವಾಮೀಜಿ ಹೇಳಿದರು. ಅವರು ಕುತ್ತಜೆ ಶ್ರೀ ಉಳ್ಳಾಲ್ತಿ ಅಮ್ಮ ಬಂಟಜಾರ ಮತ್ತು ಪರಿವಾರ ದೈವಗಳ ಪುನಃ ಪ್ರತಿಷ್ಠಾ ಬ್ರಹ್ಮಕಲಶೋತ್ಸವದ ಪ್ರಯುಕ್ತ ನಡೆದ ಧಾರ್ಮಿಕ ಸಭೆಯಲ್ಲಿ ಆಶೀರ್ವಚನ ನೀಡಿದರು. ಮಾಜಿ ಸಚಿವ ಕ್ಷೇತ್ರದ ಆಡಳಿತ ಮೊಕ್ತೇಸರರು ಅಧ್ಯಕ್ಷತೆ ವಹಿಸಿದ್ದರು. ದೈವಸ್ಥಾನದ ಜೀರ್ಣೋದ್ಧಾರ ಕಾರ್ಯದಲ್ಲಿ ಸಹಕರಿಸಿದ ದಾನಿಗಳನ್ನು ಗೌರವಿಸಲಾಯಿತು. <box>307 854 504 1080</box>
story6-col-1: ಬಂಟ್ವಾಳ: ಇಲ್ಲಿಯ ನಗರದ ಮಧ್ಯ ಭಾಗದಲ್ಲಿರುವ ನಂದನಹಿತ್ತಿಲು ಶ್ರೀ ವೈದ್ಯನಾಥ ದೈವಸ್ಥಾನದಲ್ಲಿ ಕಾಲಾವಧಿ ನೇಮೋತ್ಸವ ಸಂಪನ್ನಗೊಂಡಿತು. ದೈವದ ನೇಮ: ಮಂಗಳವಾರ ರಾತ್ರಿ ದೈವದ ನೇಮ ನಡೆಯಿತು. ಮಹತ್ವದ ಹೊರೆಕಾಣಿಕೆ ಮೆರವಣಿಗೆ ನಡೆಯಿತು. <box>1150 1595 1335 1726</box>
lead-col-4: ಧರ್ಮ ಜಾಗೃತಿಯ ಕೆಲಸ ಶ್ಲಾಘನೀಯ: ಅಧ್ಯಕ್ಷತೆ ವಹಿಸಿದ್ದ ಕಸಾಪ ಜಿಲ್ಲಾ ಅಧ್ಯಕ್ಷರು ಮಾತನಾಡಿ, ಹರಿಕಥೆಯ ಮೂಲಕ ಧರ್ಮ ಜಾಗೃತಿಯ ಕೆಲಸ ನಡೆಯುತ್ತಿದೆ. ಕಲಾವಿದರ ಬದುಕು ಮತ್ತು ಸಾಧನೆಯನ್ನು ದಾಖಲಿಸುವ ಕೆಲಸ ಮುಂದುವರಿಯಬೇಕು ಎಂದರು. <box>974 550 1232 642</box>
link-row: website hosadigantha.com | E-paper epaper.hosadigantha.com | Email diganthamlr@gmail.com | Twi <box>367 163 1049 178</box>
story6-callout <box>1344 1595 1534 1737</box>
story2-divider <box>920 754 922 1321</box>
